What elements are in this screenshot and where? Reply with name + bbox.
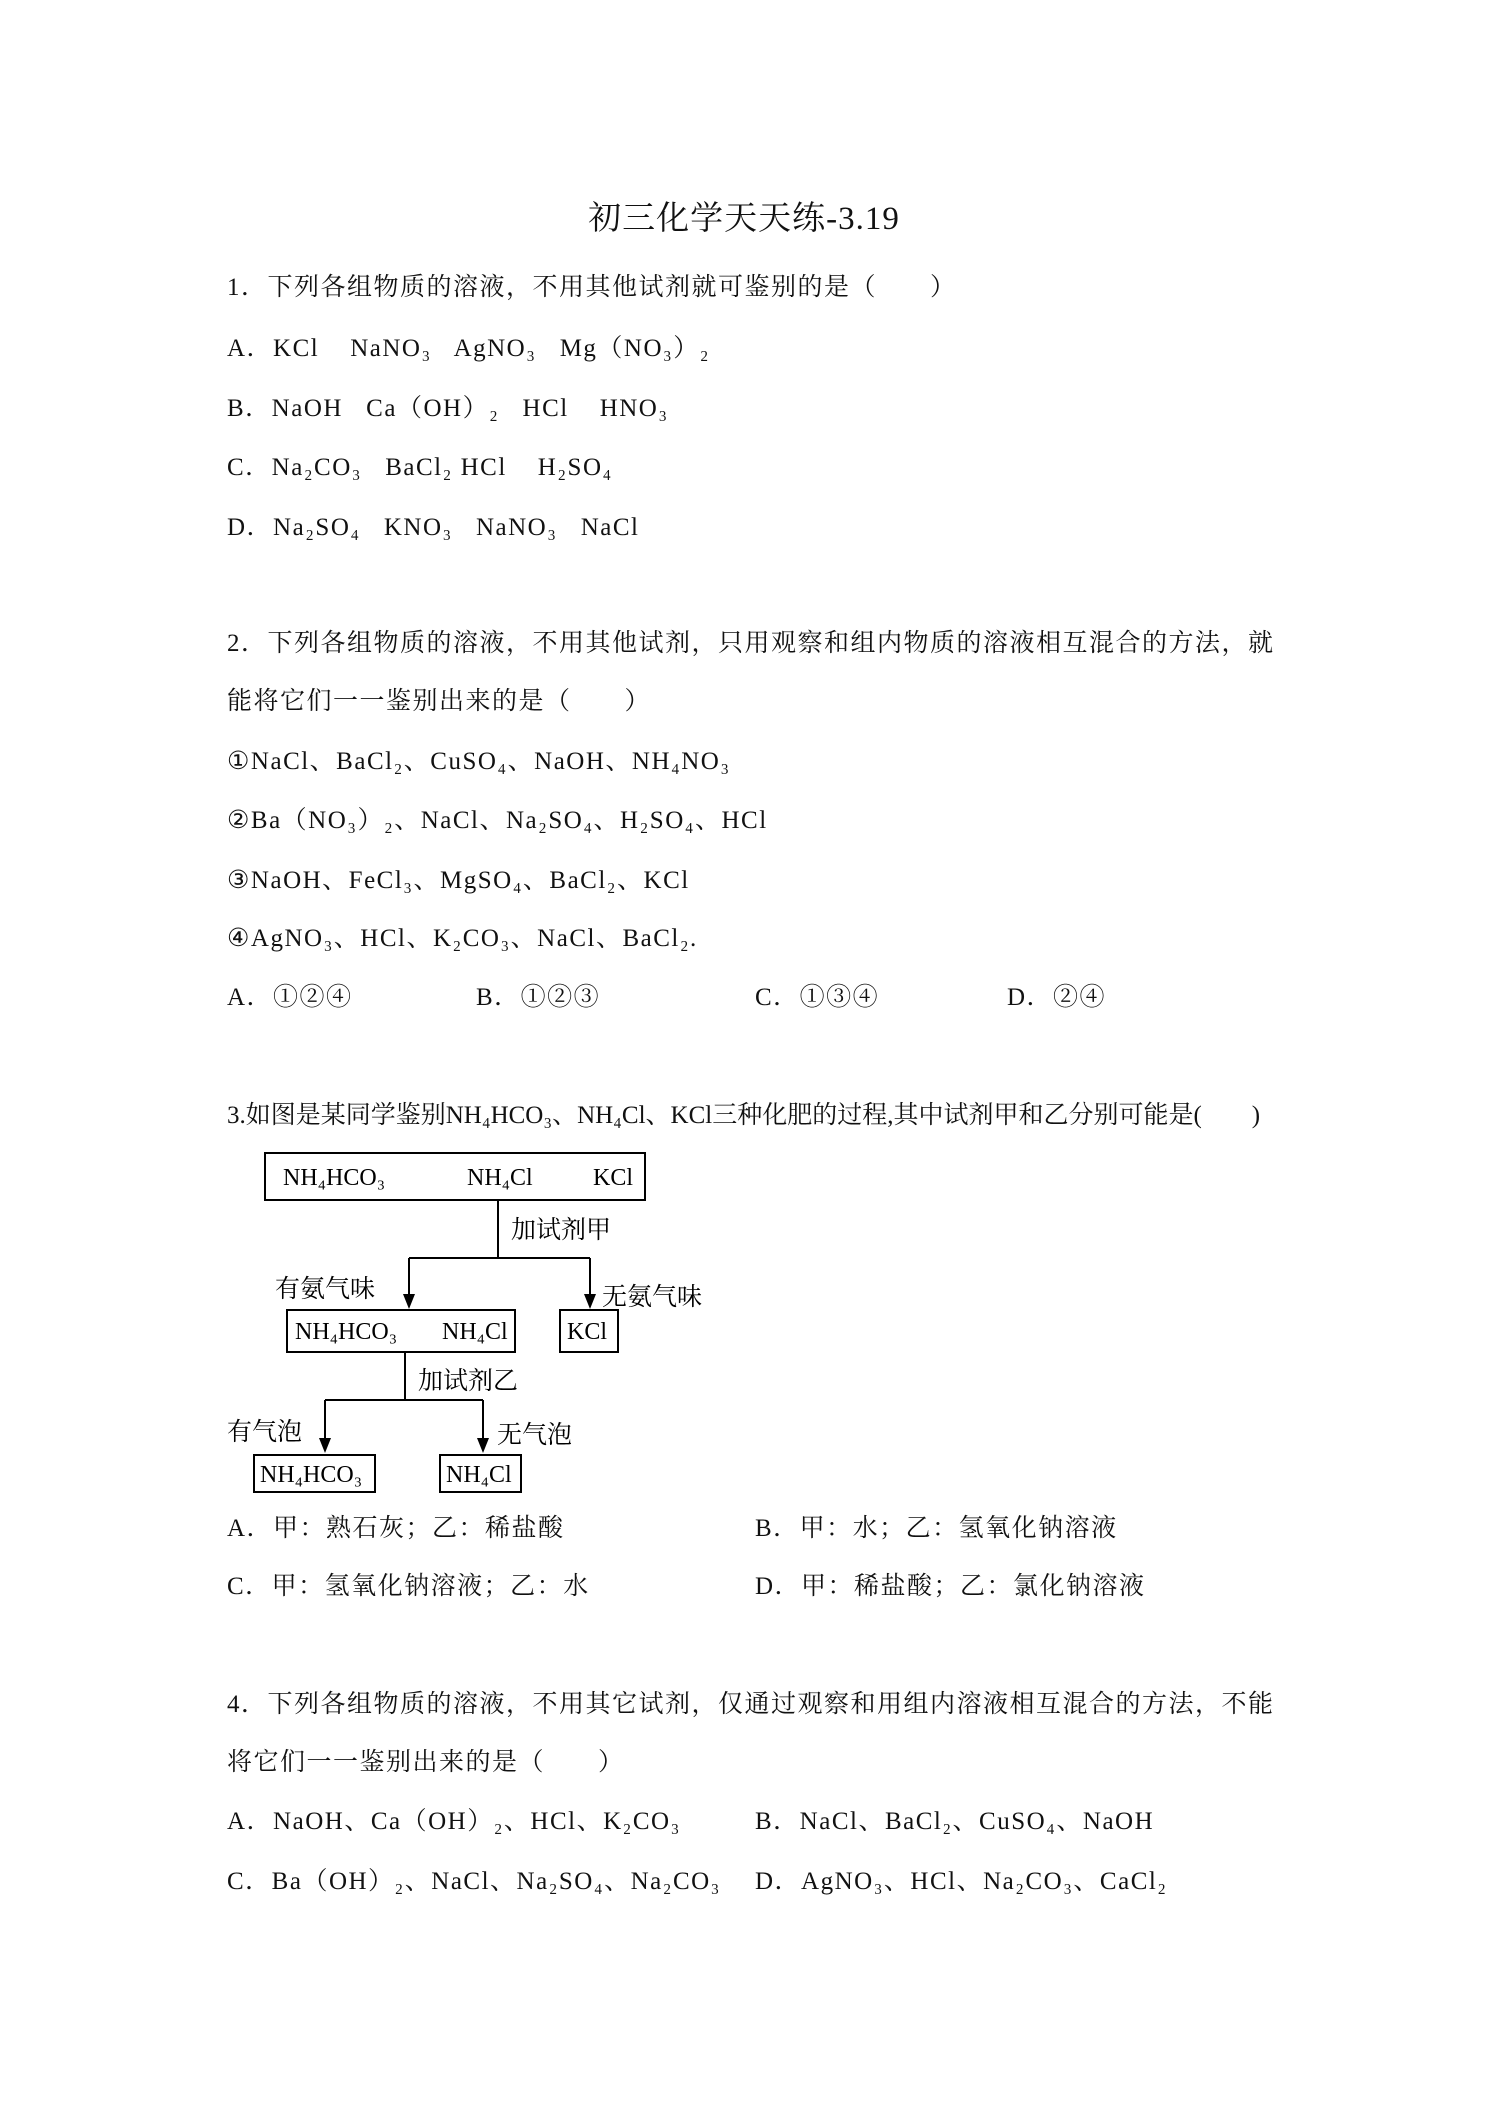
- question-2-stem-line-1: 2．下列各组物质的溶液，不用其他试剂，只用观察和组内物质的溶液相互混合的方法，就: [227, 630, 1275, 657]
- bottom-left-box-text: NH₄HCO₃: [260, 1462, 363, 1488]
- question-3-stem: 3.如图是某同学鉴别NH₄HCO₃、NH₄Cl、KCl三种化肥的过程,其中试剂甲和乙分别可能是( ): [227, 1102, 1261, 1129]
- question-4-option-a: A．NaOH、Ca（OH）₂、HCl、K₂CO₃: [227, 1808, 681, 1835]
- question-4-option-c: C．Ba（OH）₂、NaCl、Na₂SO₄、Na₂CO₃: [227, 1868, 721, 1895]
- question-2-option-c: C．①③④: [755, 984, 880, 1011]
- left-branch-1-label: 有氨气味: [275, 1275, 376, 1303]
- fertilizer-identification-flowchart: [220, 1140, 720, 1510]
- step2-right-arrowhead: [477, 1438, 489, 1453]
- question-2-option-d: D．②④: [1007, 984, 1107, 1011]
- step2-label: 加试剂乙: [418, 1367, 519, 1395]
- question-1-option-d: D．Na₂SO₄ KNO₃ NaNO₃ NaCl: [227, 514, 640, 541]
- question-1-option-c: C．Na₂CO₃ BaCl₂ HCl H₂SO₄: [227, 454, 613, 481]
- top-box-nh4hco3: NH₄HCO₃: [283, 1165, 386, 1191]
- question-4-option-d: D．AgNO₃、HCl、Na₂CO₃、CaCl₂: [755, 1868, 1168, 1895]
- bottom-right-box-text: NH₄Cl: [446, 1462, 512, 1488]
- question-3-option-c: C．甲：氢氧化钠溶液；乙：水: [227, 1573, 590, 1600]
- question-2-item-2: ②Ba（NO₃）₂、NaCl、Na₂SO₄、H₂SO₄、HCl: [227, 807, 768, 834]
- step1-left-arrowhead: [403, 1294, 415, 1309]
- question-4-stem-line-1: 4．下列各组物质的溶液，不用其它试剂，仅通过观察和用组内溶液相互混合的方法，不能: [227, 1691, 1275, 1718]
- question-3-option-a: A．甲：熟石灰；乙：稀盐酸: [227, 1515, 565, 1542]
- right-branch-1-label: 无氨气味: [602, 1283, 703, 1311]
- question-2-item-4: ④AgNO₃、HCl、K₂CO₃、NaCl、BaCl₂.: [227, 925, 698, 952]
- question-2-option-a: A．①②④: [227, 984, 353, 1011]
- step1-right-arrowhead: [584, 1294, 596, 1309]
- question-2-item-3: ③NaOH、FeCl₃、MgSO₄、BaCl₂、KCl: [227, 867, 690, 894]
- question-3-option-b: B．甲：水；乙：氢氧化钠溶液: [755, 1515, 1118, 1542]
- middle-box-nh4hco3: NH₄HCO₃: [295, 1319, 398, 1345]
- top-box-kcl: KCl: [593, 1165, 634, 1191]
- step1-label: 加试剂甲: [511, 1216, 612, 1244]
- step2-left-arrowhead: [319, 1438, 331, 1453]
- question-3-option-d: D．甲：稀盐酸；乙：氯化钠溶液: [755, 1573, 1146, 1600]
- question-1-option-a: A．KCl NaNO₃ AgNO₃ Mg（NO₃）₂: [227, 335, 710, 362]
- question-1-stem: 1．下列各组物质的溶液，不用其他试剂就可鉴别的是（ ）: [227, 274, 957, 301]
- question-2-stem-line-2: 能将它们一一鉴别出来的是（ ）: [227, 688, 652, 715]
- right-branch-2-label: 无气泡: [497, 1421, 573, 1449]
- kcl-box-text: KCl: [567, 1319, 608, 1345]
- middle-box-nh4cl: NH₄Cl: [442, 1319, 508, 1345]
- left-branch-2-label: 有气泡: [227, 1418, 303, 1446]
- top-box-nh4cl: NH₄Cl: [467, 1165, 533, 1191]
- page-title: 初三化学天天练-3.19: [588, 201, 900, 237]
- question-4-option-b: B．NaCl、BaCl₂、CuSO₄、NaOH: [755, 1808, 1155, 1835]
- question-1-option-b: B．NaOH Ca（OH）₂ HCl HNO₃: [227, 395, 669, 422]
- question-4-stem-line-2: 将它们一一鉴别出来的是（ ）: [227, 1749, 625, 1776]
- question-2-item-1: ①NaCl、BaCl₂、CuSO₄、NaOH、NH₄NO₃: [227, 748, 731, 775]
- question-2-option-b: B．①②③: [476, 984, 601, 1011]
